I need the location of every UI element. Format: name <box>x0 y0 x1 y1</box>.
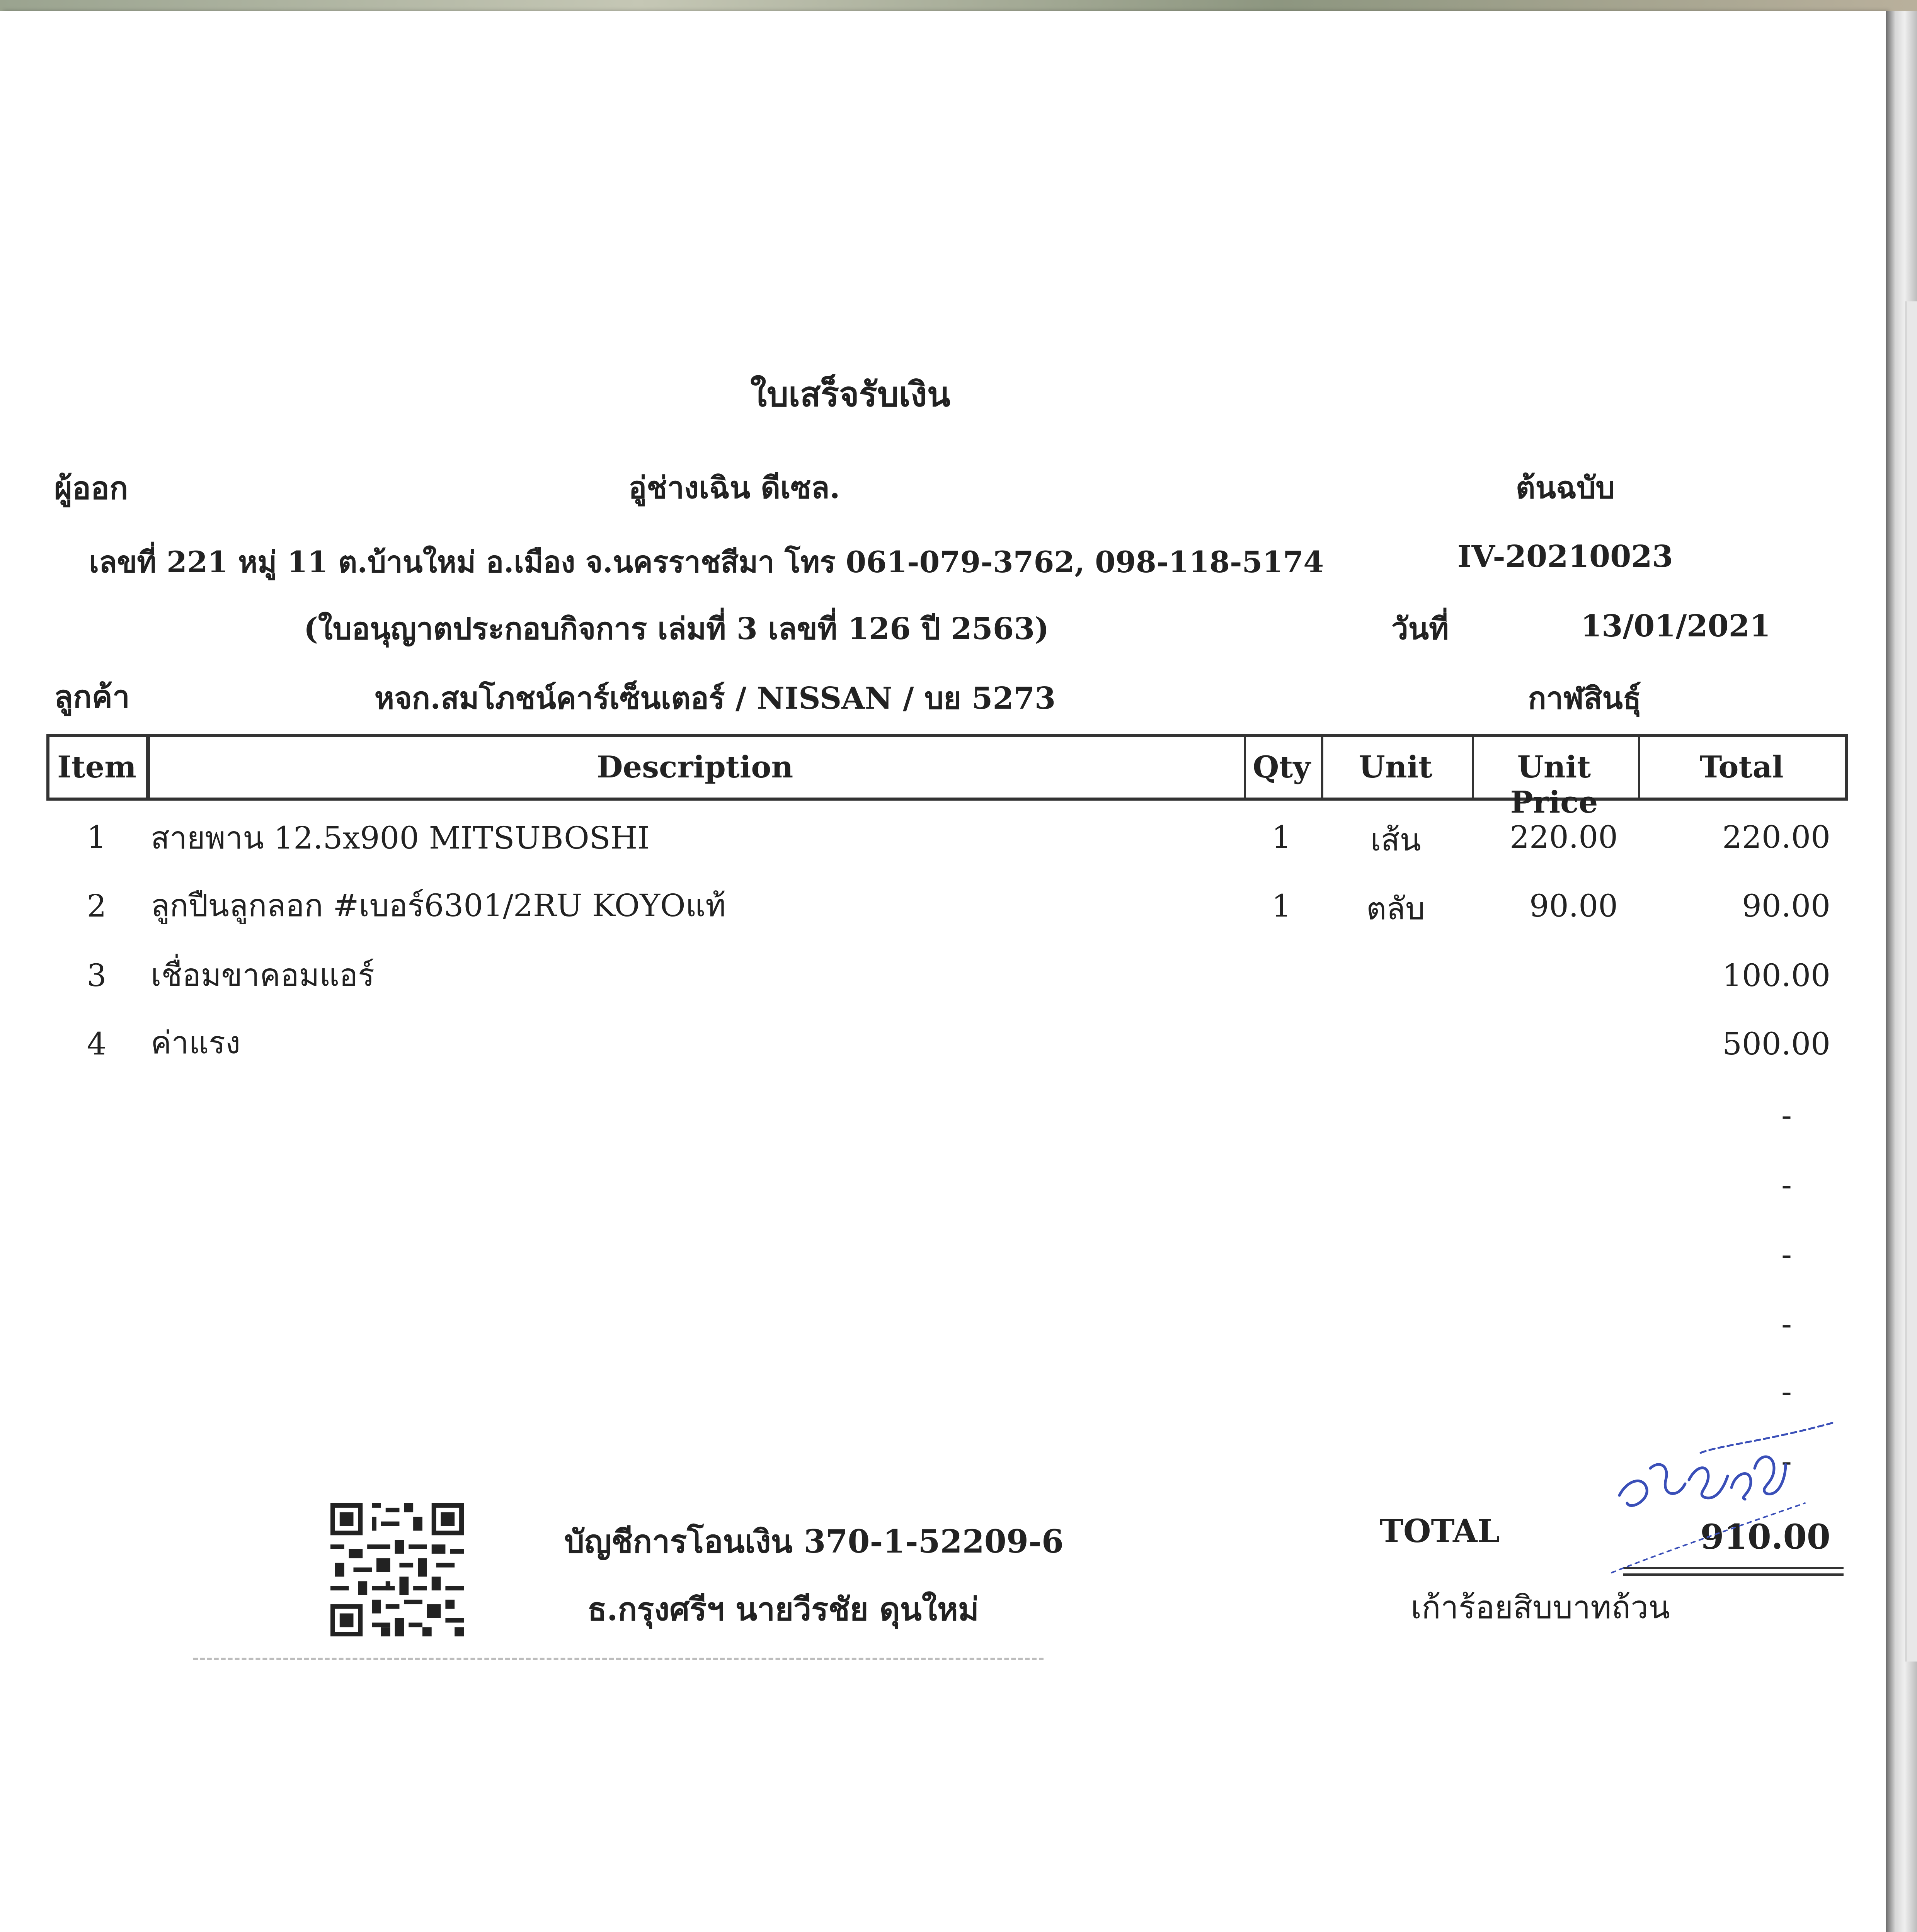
header-item: Item <box>57 750 136 785</box>
row-2-unit-price: 90.00 <box>1529 888 1618 924</box>
header-unit: Unit <box>1359 750 1433 785</box>
row-4-description: ค่าแรง <box>151 1025 241 1061</box>
empty-total: - <box>1781 1374 1792 1410</box>
copy-type: ต้นฉบับ <box>1515 470 1615 505</box>
row-3-item: 3 <box>87 957 107 993</box>
slip-edge <box>1905 301 1917 1662</box>
empty-total: - <box>1781 1097 1792 1133</box>
row-2-total: 90.00 <box>1742 888 1830 924</box>
date-label: วันที่ <box>1391 611 1449 646</box>
qr-code-icon <box>330 1503 464 1636</box>
row-4-item: 4 <box>87 1026 107 1062</box>
row-1-unit: เส้น <box>1370 822 1421 858</box>
row-2-description: ลูกปืนลูกลอก #เบอร์6301/2RU KOYOแท้ <box>151 888 726 923</box>
header-total: Total <box>1699 750 1784 785</box>
row-3-description: เชื่อมขาคอมแอร์ <box>151 957 375 993</box>
row-1-item: 1 <box>87 819 107 855</box>
customer-name: หจก.สมโภชน์คาร์เซ็นเตอร์ / NISSAN / บย 5273 <box>374 681 1056 716</box>
row-2-unit: ตลับ <box>1366 891 1425 927</box>
issuer-name: อู่ช่างเฉิน ดีเซล. <box>628 470 840 505</box>
total-in-words: เก้าร้อยสิบบาทถ้วน <box>1411 1589 1670 1626</box>
issuer-address: เลขที่ 221 หมู่ 11 ต.บ้านใหม่ อ.เมือง จ.นครราชสีมา โทร 061-079-3762, 098-118-5174 <box>89 545 1324 579</box>
cut-line <box>193 1658 1044 1660</box>
total-label: TOTAL <box>1380 1513 1500 1550</box>
empty-total: - <box>1781 1306 1792 1342</box>
row-1-total: 220.00 <box>1722 819 1830 855</box>
scan-top-edge <box>0 0 1917 11</box>
row-1-description: สายพาน 12.5x900 MITSUBOSHI <box>151 820 650 856</box>
customer-province: กาฬสินธุ์ <box>1528 681 1641 716</box>
empty-total: - <box>1781 1167 1792 1203</box>
row-4-total: 500.00 <box>1722 1026 1830 1062</box>
customer-label: ลูกค้า <box>54 679 130 715</box>
header-unit-price: Unit Price <box>1510 750 1598 820</box>
bank-name-line: ธ.กรุงศรีฯ นายวีรชัย ดุนใหม่ <box>587 1591 979 1628</box>
header-qty: Qty <box>1253 750 1311 785</box>
header-description: Description <box>596 750 793 785</box>
document-title: ใบเสร็จรับเงิน <box>750 374 950 414</box>
empty-total: - <box>1781 1443 1792 1479</box>
row-2-item: 2 <box>87 888 107 924</box>
paid-signature-icon <box>1604 1410 1855 1584</box>
row-3-total: 100.00 <box>1722 957 1830 993</box>
issuer-license: (ใบอนุญาตประกอบกิจการ เล่มที่ 3 เลขที่ 126 ปี 2563) <box>303 611 1049 646</box>
total-value: 910.00 <box>1700 1517 1830 1557</box>
signature-text: จ่ายแล้ว <box>1604 1410 1605 1411</box>
empty-total: - <box>1781 1236 1792 1272</box>
row-1-unit-price: 220.00 <box>1510 819 1618 855</box>
bank-account-line: บัญชีการโอนเงิน 370-1-52209-6 <box>564 1523 1064 1560</box>
row-1-qty: 1 <box>1272 819 1292 855</box>
invoice-date: 13/01/2021 <box>1581 609 1771 644</box>
issuer-label: ผู้ออก <box>54 470 128 506</box>
invoice-number: IV-20210023 <box>1457 539 1673 574</box>
row-2-qty: 1 <box>1272 888 1292 924</box>
